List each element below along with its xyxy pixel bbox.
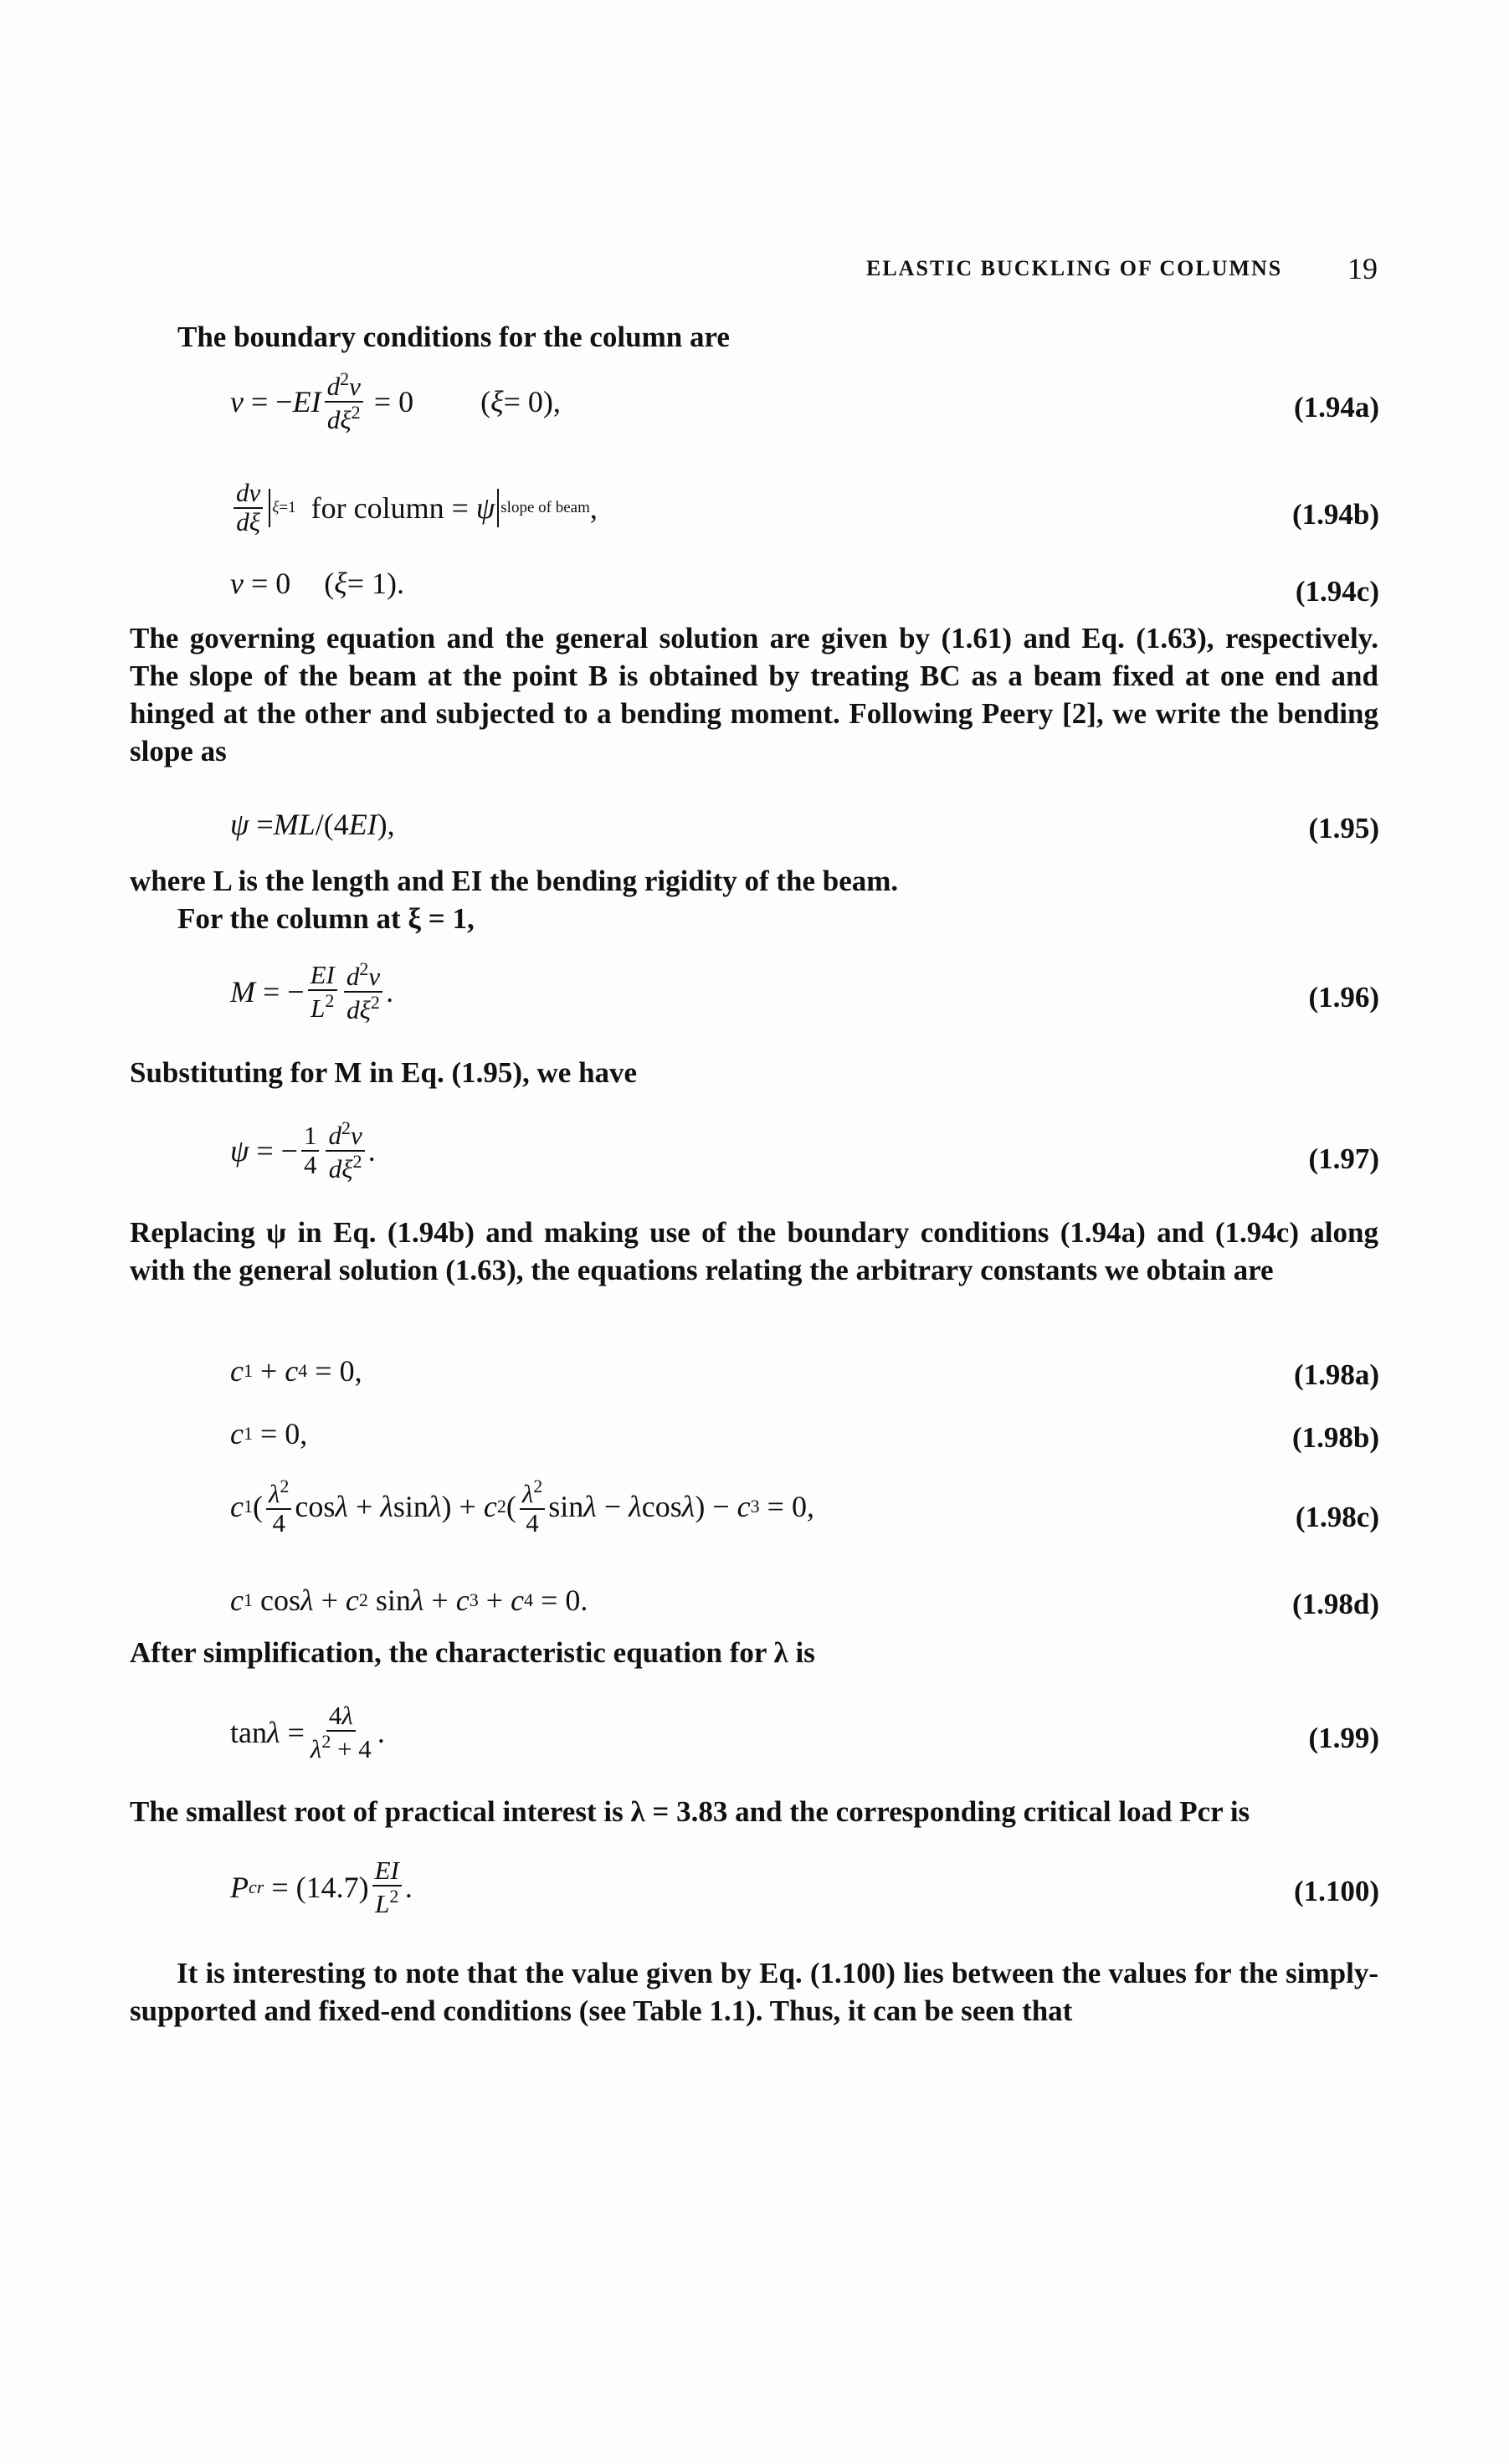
equation-1-97: ψ = − $\frac{1}{4}$ $\frac{d^2v}{d\xi^2}$ . <box>230 1117 376 1183</box>
equation-1-98b: c 1 = 0, <box>230 1417 308 1450</box>
paragraph-smallest: The smallest root of practical interest is λ = 3.83 and the corresponding critical load Pcr is <box>130 1795 1250 1828</box>
equation-1-96: M = − $\frac{EI}{L^2}$ $\frac{d^2v}{d\xi^2}$ . <box>230 958 394 1024</box>
eq-number-1-100: (1.100) <box>1293 1875 1379 1907</box>
paragraph-where: where L is the length and EI the bending rigidity of the beam. <box>130 865 899 897</box>
paragraph-replacing: Replacing ψ in Eq. (1.94b) and making use of the boundary conditions (1.94a) and (1.94c) along with the general solution (1.63), the equations relating the arbitrary constants we obtain are <box>130 1216 1378 1286</box>
equation-1-98a: c 1 + c 4 = 0, <box>230 1354 362 1388</box>
eq-number-1-97: (1.97) <box>1308 1142 1379 1175</box>
page-number: 19 <box>1347 252 1378 285</box>
equation-1-94a: v = − EI $\frac{d^2v}{d\xi^2}$ = 0 ( ξ = 0), <box>230 368 561 434</box>
equation-1-100: P cr = (14.7) $\frac{EI}{L^2}$ . <box>230 1855 413 1918</box>
equation-1-98d: c 1 cos λ + c 2 sin λ + c 3 + c 4 = 0. <box>230 1584 588 1617</box>
eq-number-1-98b: (1.98b) <box>1291 1421 1379 1454</box>
eq-number-1-94b: (1.94b) <box>1291 498 1379 531</box>
eq-number-1-94a: (1.94a) <box>1293 391 1379 424</box>
slope-of-beam-label: slope of beam <box>500 499 590 516</box>
eq-number-1-98a: (1.98a) <box>1293 1358 1379 1391</box>
eq-number-1-98c: (1.98c) <box>1295 1501 1379 1533</box>
paragraph-after: After simplification, the characteristic equation for λ is <box>130 1636 815 1669</box>
paragraph-substituting: Substituting for M in Eq. (1.95), we have <box>130 1056 638 1089</box>
eq-number-1-94c: (1.94c) <box>1295 575 1379 608</box>
paragraph-governing: The governing equation and the general solution are given by (1.61) and Eq. (1.63), respectively. The slope of the beam at the point B is obtained by treating BC as a beam fixed at one end and hinged at the other and subjected to a bending moment. Following Peery [2], we write the bending slope as <box>130 622 1378 767</box>
equation-1-94b: $\frac{dv}{d\xi}$ ξ=1 for column = ψ slope of beam , <box>230 479 598 537</box>
equation-1-94c: v = 0 ( ξ = 1). <box>230 567 405 600</box>
eq-number-1-99: (1.99) <box>1308 1722 1379 1754</box>
paragraph-interesting: It is interesting to note that the value given by Eq. (1.100) lies between the values for the simply-supported and fixed-end conditions (see Table 1.1). Thus, it can be seen that <box>130 1957 1378 2027</box>
eq-number-1-95: (1.95) <box>1308 812 1379 844</box>
intro-text: The boundary conditions for the column are <box>177 321 730 353</box>
for-column-text: for column <box>311 491 444 525</box>
paragraph-for-column: For the column at ξ = 1, <box>177 902 475 935</box>
eq-number-1-96: (1.96) <box>1308 981 1379 1014</box>
running-title: ELASTIC BUCKLING OF COLUMNS <box>866 256 1283 280</box>
eq-number-1-98d: (1.98d) <box>1291 1588 1379 1620</box>
equation-1-98c: c 1 ( $\frac{\lambda^2}{4}$ cos λ + λ sin λ ) + c 2 ( $\frac{\lambda^2}{4}$ sin λ − λ cos λ ) − c 3 = 0, <box>230 1475 814 1537</box>
equation-1-95: ψ = ML /(4 EI ), <box>230 808 395 841</box>
equation-1-99: tan λ = $\frac{4\lambda}{\lambda^2 + 4}$ . <box>230 1700 385 1763</box>
